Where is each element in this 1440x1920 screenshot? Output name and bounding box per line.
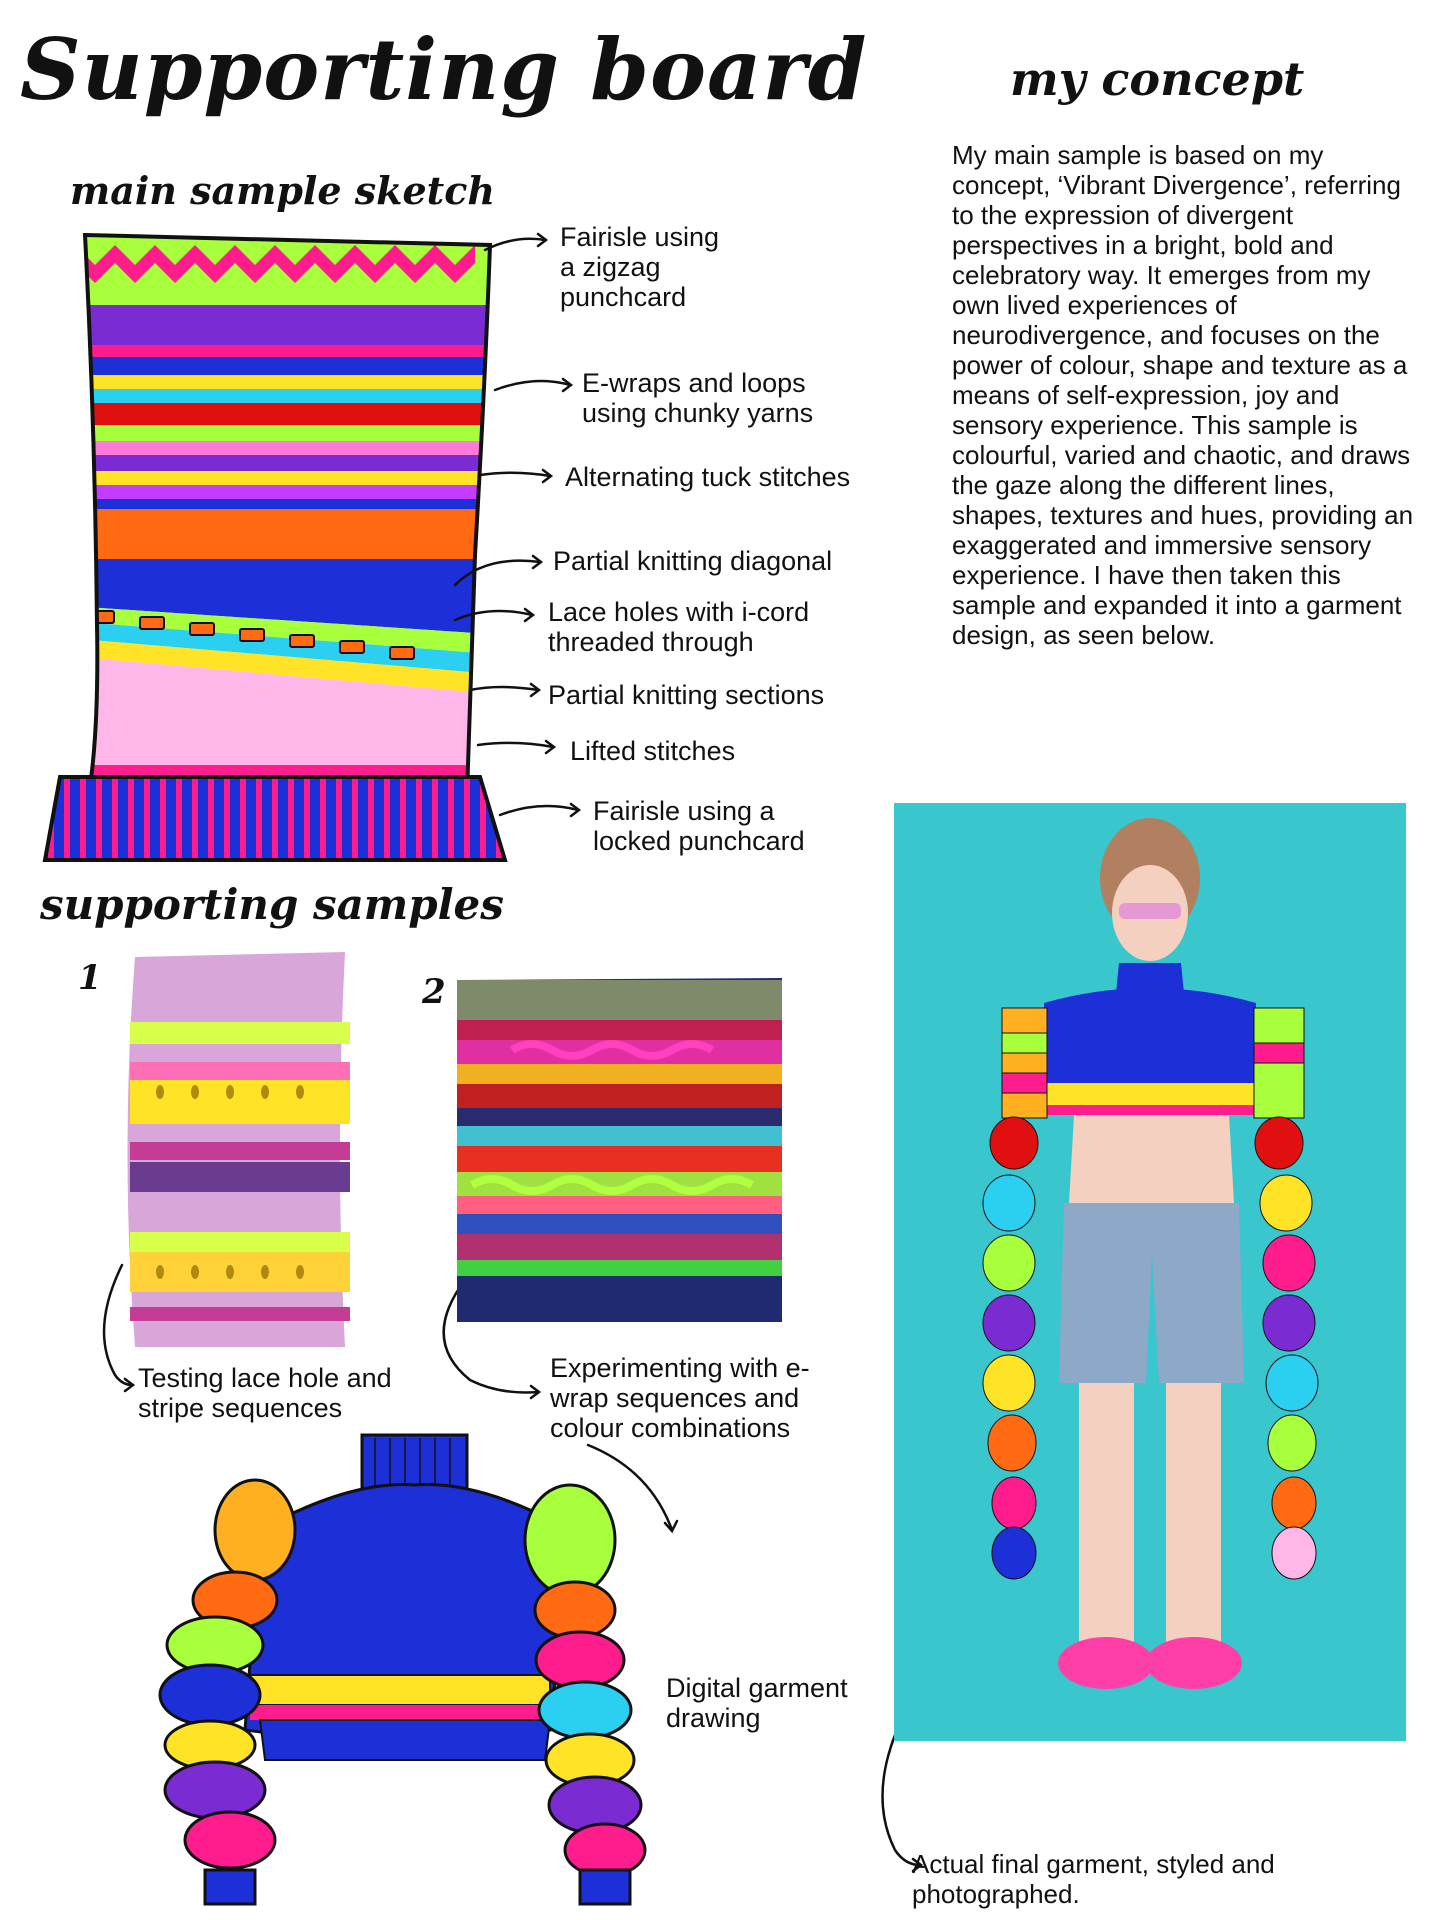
sample-1-number: 1 xyxy=(78,958,102,998)
drawing-caption: Digital garment drawing xyxy=(666,1673,848,1733)
sample-2-photo xyxy=(452,970,792,1330)
sketch-heading: main sample sketch xyxy=(70,168,495,213)
annotation-lace-holes: Lace holes with i-cord threaded through xyxy=(548,597,810,657)
annotation-fairisle-zigzag: Fairisle using a zigzag punchcard xyxy=(560,222,720,312)
photo-caption: Actual final garment, styled and photographed. xyxy=(912,1849,1275,1909)
sample-1-photo xyxy=(120,952,370,1357)
concept-heading: my concept xyxy=(1010,52,1305,106)
digital-garment-drawing xyxy=(150,1430,670,1910)
sample-1-caption: Testing lace hole and stripe sequences xyxy=(138,1363,392,1423)
sample-2-caption: Experimenting with e- wrap sequences and colour combinations xyxy=(550,1353,810,1443)
samples-heading: supporting samples xyxy=(40,880,504,929)
final-garment-photo xyxy=(894,803,1406,1741)
annotation-fairisle-locked: Fairisle using a locked punchcard xyxy=(593,796,805,856)
page-title: Supporting board xyxy=(20,20,868,119)
annotation-e-wraps: E-wraps and loops using chunky yarns xyxy=(582,368,814,428)
annotation-partial-sections: Partial knitting sections xyxy=(548,680,825,710)
annotation-partial-diagonal: Partial knitting diagonal xyxy=(553,546,833,576)
sample-2-number: 2 xyxy=(422,972,446,1012)
annotation-tuck-stitches: Alternating tuck stitches xyxy=(565,462,851,492)
concept-paragraph: My main sample is based on my concept, ‘Vibrant Divergence’, referring to the expression of divergent perspectives in a bright, bold and celebratory way. It emerges from my own lived experiences of neurodivergence, and focuses on the power of colour, shape and texture as a means of self-expression, joy and sensory experience. This sample is colourful, varied and chaotic, and draws the gaze along the different lines, shapes, textures and hues, providing an exaggerated and immersive sensory experience. I have then taken this sample and expanded it into a garment design, as seen below. xyxy=(952,140,1414,650)
annotation-lifted-stitches: Lifted stitches xyxy=(570,736,736,766)
